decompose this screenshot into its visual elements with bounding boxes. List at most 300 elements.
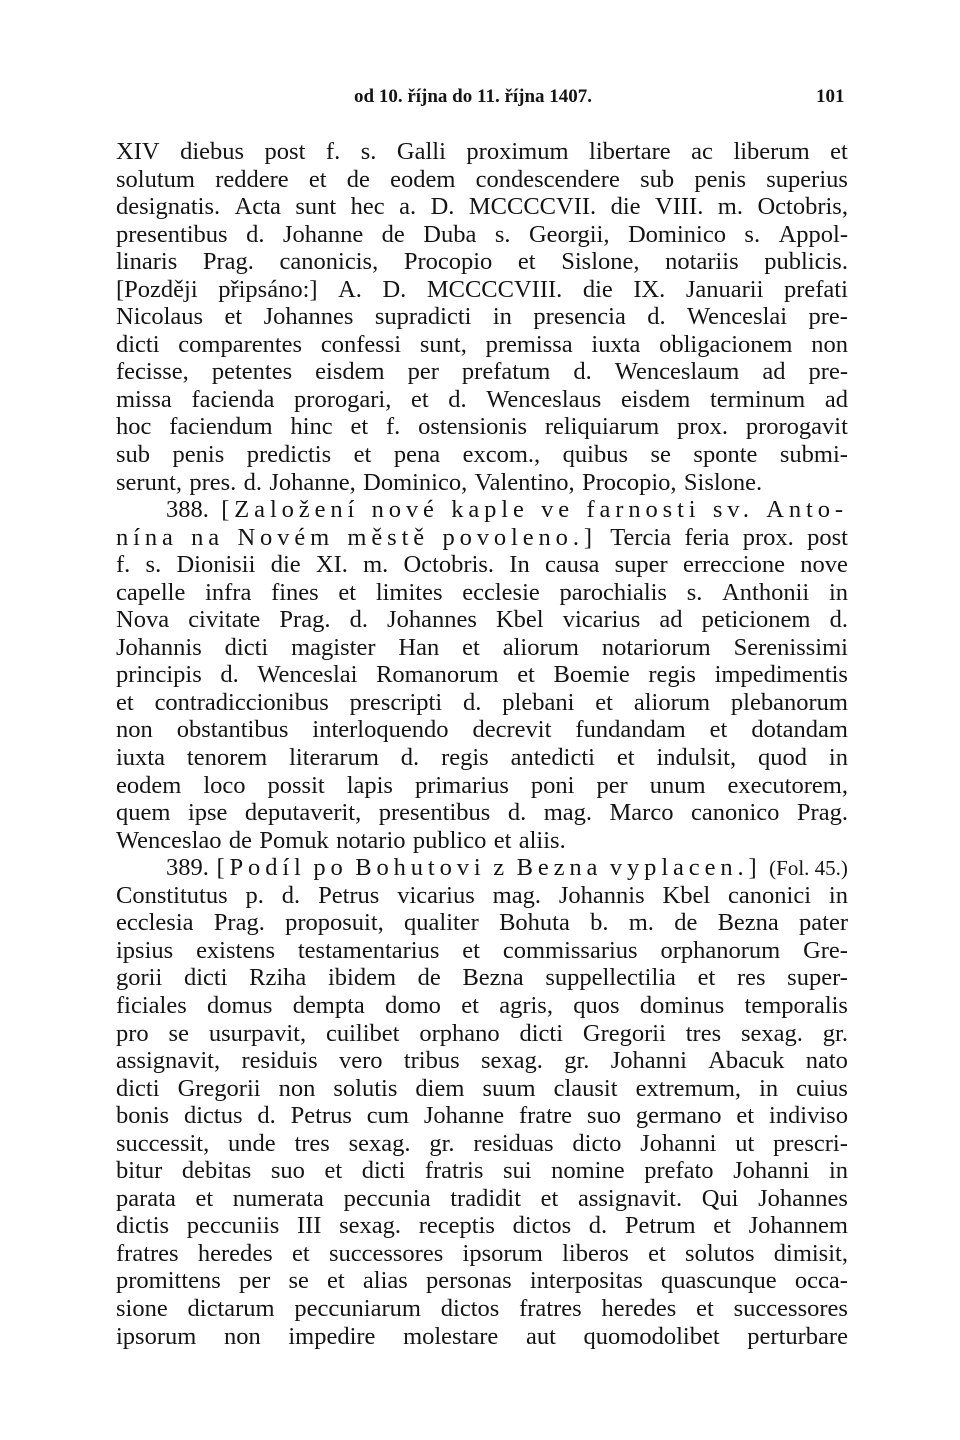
word: XI. <box>315 551 348 579</box>
word: Bohutovi <box>355 854 486 882</box>
word: nové <box>371 496 439 524</box>
word: f. <box>116 551 131 579</box>
word: et <box>595 688 613 716</box>
word: peccuniis <box>186 1212 280 1240</box>
word: lapis <box>346 771 393 799</box>
word: eisdem <box>315 358 385 386</box>
word: Valentino, <box>474 468 575 496</box>
word: superius <box>766 165 848 193</box>
word: prefati <box>783 275 848 303</box>
word: obstantibus <box>176 716 289 744</box>
word: super- <box>787 964 848 992</box>
word: interpositas <box>529 1267 643 1295</box>
text-line <box>116 1295 848 1323</box>
word: deputaverit, <box>244 799 362 827</box>
word: Wenceslaum <box>614 358 740 386</box>
word: Novém <box>237 523 335 551</box>
word: et <box>540 1184 559 1212</box>
word: Constitutus <box>116 881 228 909</box>
word: Qui <box>701 1184 739 1212</box>
word: assignavit. <box>577 1184 683 1212</box>
word: [Založení <box>221 496 360 524</box>
word: in <box>828 1157 848 1185</box>
word: indiviso <box>768 1102 848 1130</box>
text-line <box>116 1075 848 1103</box>
word: Petrus <box>290 1102 352 1130</box>
word: gr. <box>429 1129 455 1157</box>
word: non <box>278 1074 316 1102</box>
word: Dionisii <box>176 551 256 579</box>
word: d. <box>829 606 848 634</box>
word: die <box>582 275 613 303</box>
word: sv. <box>712 496 754 524</box>
word: D. <box>382 275 407 303</box>
word: submi- <box>779 441 848 469</box>
text-line <box>116 689 848 717</box>
word: et <box>116 688 134 716</box>
word: sui <box>502 1157 532 1185</box>
word: Johannes <box>263 303 354 331</box>
text-line <box>116 1240 848 1268</box>
word: in <box>492 303 512 331</box>
word: in <box>828 881 848 909</box>
word: fecisse, <box>116 358 189 386</box>
word: D. <box>430 193 455 221</box>
word: et <box>616 744 635 772</box>
text-line <box>116 303 848 331</box>
word: presentibus <box>116 220 228 248</box>
word: die <box>270 551 301 579</box>
word: d. <box>257 1102 276 1130</box>
word: Prag. <box>213 909 265 937</box>
word: notariis <box>665 248 739 276</box>
text-line <box>116 579 848 607</box>
word: Johannis <box>558 881 645 909</box>
word: A. <box>338 275 362 303</box>
word: dominus <box>639 991 725 1019</box>
word: Wenceslao <box>116 826 222 854</box>
word: sub <box>640 165 675 193</box>
word: dicti <box>519 1019 564 1047</box>
word: 389. <box>166 854 209 882</box>
word: Prag. <box>279 606 331 634</box>
word: et <box>338 578 357 606</box>
word: principis <box>116 661 202 689</box>
word: et <box>291 1239 310 1267</box>
word: tribus <box>403 1047 460 1075</box>
word: germano <box>635 1102 722 1130</box>
word: s. <box>686 578 703 606</box>
word: ipsius <box>116 936 174 964</box>
word: executorem, <box>727 771 848 799</box>
word: penis <box>172 441 225 469</box>
text-line <box>116 331 848 359</box>
word: gr. <box>564 1047 590 1075</box>
word: limites <box>375 578 443 606</box>
word: et <box>462 633 480 661</box>
word: dicto <box>572 1129 622 1157</box>
word: nomine <box>551 1157 625 1185</box>
word: suum <box>482 1074 536 1102</box>
word: bitur <box>116 1157 163 1185</box>
word: non <box>223 1322 261 1350</box>
word: premissa <box>485 330 573 358</box>
word: kaple <box>451 496 529 524</box>
word: f. <box>385 413 401 441</box>
word: sione <box>116 1294 168 1322</box>
word: Abacuk <box>708 1047 785 1075</box>
word: se <box>288 1267 309 1295</box>
word: Petrus <box>318 881 380 909</box>
word: existens <box>196 936 275 964</box>
word: gorii <box>116 964 163 992</box>
word: sunt, <box>419 330 467 358</box>
word: IX. <box>633 275 666 303</box>
word: suo <box>586 1102 621 1130</box>
word: sub <box>116 441 151 469</box>
word: Dominico <box>627 220 726 248</box>
word: de <box>346 165 370 193</box>
word: et <box>410 385 429 413</box>
word: povoleno.] <box>442 523 597 551</box>
word: Dominico, <box>363 468 468 496</box>
word: aut <box>525 1322 556 1350</box>
word: de <box>228 826 252 854</box>
word: quibus <box>562 441 628 469</box>
word: Duba <box>423 220 477 248</box>
text-line <box>116 441 848 469</box>
word: condescendere <box>475 165 620 193</box>
page-header-title: od 10. října do 11. října 1407. <box>354 86 593 107</box>
word: et <box>308 165 327 193</box>
word: poni <box>530 771 575 799</box>
text-line <box>116 937 848 965</box>
text-line <box>116 744 848 772</box>
word: feria <box>684 523 730 551</box>
word: liberos <box>562 1239 629 1267</box>
word: se <box>650 441 671 469</box>
word: Octobris, <box>757 193 848 221</box>
word: 388. <box>166 496 209 524</box>
word: sexag. <box>348 1129 411 1157</box>
page-number: 101 <box>816 86 845 107</box>
word: erreccione <box>682 551 785 579</box>
word: Acta <box>234 193 281 221</box>
word: ecclesia <box>116 909 194 937</box>
text-line <box>116 799 848 827</box>
word: et <box>713 1212 731 1240</box>
word: f. <box>325 138 341 165</box>
word: pater <box>799 909 848 937</box>
word: tenorem <box>186 744 268 772</box>
word: proximum <box>466 138 569 165</box>
word: predictis <box>246 441 332 469</box>
word: ac <box>691 138 713 165</box>
word: orphano <box>419 1019 500 1047</box>
text-line <box>116 1047 848 1075</box>
word: ad <box>762 358 786 386</box>
word: capelle <box>116 578 186 606</box>
word: Gregorii <box>582 1019 666 1047</box>
word: civitate <box>188 606 261 634</box>
word: et <box>517 248 536 276</box>
word: impedire <box>288 1322 376 1350</box>
word: In <box>509 551 530 579</box>
word: Wenceslai <box>257 661 358 689</box>
word: solutum <box>116 165 195 193</box>
word: numerata <box>232 1184 324 1212</box>
word: eodem <box>390 165 456 193</box>
text-line <box>116 413 848 441</box>
word: Johanne <box>423 1102 505 1130</box>
word: dempta <box>292 991 365 1019</box>
word: de <box>674 909 698 937</box>
word: m. <box>363 551 389 579</box>
word: Anto- <box>766 496 848 524</box>
word: et <box>195 1184 214 1212</box>
text-line <box>116 358 848 386</box>
word: d. <box>246 220 265 248</box>
word: cuilibet <box>325 1019 400 1047</box>
word: prefato <box>644 1157 714 1185</box>
word: et <box>462 936 480 964</box>
word: po <box>313 854 348 882</box>
word: perturbare <box>747 1322 848 1350</box>
word: et <box>224 303 243 331</box>
word: designatis. <box>116 193 221 221</box>
word: pres. <box>189 468 237 496</box>
word: d. <box>349 606 368 634</box>
word: Anthonii <box>722 578 810 606</box>
word: et <box>696 1294 714 1322</box>
word: obligacionem <box>659 330 793 358</box>
word: s. <box>744 220 761 248</box>
word: de <box>381 220 405 248</box>
text-line <box>116 1020 848 1048</box>
word: successores <box>733 1294 848 1322</box>
word: presencia <box>533 303 626 331</box>
word: sexag. <box>740 1019 803 1047</box>
word: d. <box>588 1212 608 1240</box>
word: quos <box>573 991 620 1019</box>
word: Kbel <box>662 881 711 909</box>
text-line <box>116 661 848 689</box>
word: [Později <box>116 275 198 303</box>
word: iuxta <box>116 744 165 772</box>
word: m. <box>628 909 654 937</box>
word: decrevit <box>472 716 552 744</box>
word: in <box>828 578 848 606</box>
word: reliquiarum <box>544 413 660 441</box>
word: solutis <box>333 1074 398 1102</box>
word: suo <box>270 1157 305 1185</box>
word: diem <box>415 1074 465 1102</box>
text-line <box>116 716 848 744</box>
word: sexag. <box>339 1212 402 1240</box>
word: ipsorum <box>462 1239 543 1267</box>
word: prox. <box>742 523 794 551</box>
word: a. <box>399 193 417 221</box>
word: eodem <box>116 771 182 799</box>
word: fratre <box>518 1102 573 1130</box>
word: dictus <box>183 1102 243 1130</box>
word: publicis. <box>764 248 848 276</box>
word: Han <box>398 633 440 661</box>
word: faciendum <box>169 413 273 441</box>
text-line <box>116 882 848 910</box>
word: Nicolaus <box>116 303 204 331</box>
word: farnosti <box>586 496 701 524</box>
word: quod <box>758 744 808 772</box>
text-line <box>116 1157 848 1185</box>
word: dictarum <box>187 1294 275 1322</box>
word: assignavit, <box>116 1047 221 1075</box>
word: hinc <box>290 413 333 441</box>
word: ve <box>541 496 575 524</box>
word: vyplacen.] <box>609 854 762 882</box>
word: d. <box>573 358 592 386</box>
word: d. <box>220 661 239 689</box>
word: et <box>736 1102 755 1130</box>
word: parata <box>116 1184 176 1212</box>
word: Boemie <box>553 661 630 689</box>
word: et <box>327 1267 345 1295</box>
word: de <box>417 964 441 992</box>
word: die <box>610 193 641 221</box>
text-line <box>116 1102 848 1130</box>
word: quascunque <box>661 1267 777 1295</box>
text-line <box>116 276 848 304</box>
running-head <box>0 86 960 116</box>
word: d. <box>448 385 467 413</box>
word: quomodolibet <box>583 1322 720 1350</box>
word: s. <box>360 138 377 165</box>
word: prorogari, <box>294 385 392 413</box>
word: occa- <box>794 1267 848 1295</box>
word: non <box>811 330 848 358</box>
word: Wenceslaus <box>486 385 602 413</box>
word: interloquendo <box>312 716 449 744</box>
word: dicti <box>116 330 160 358</box>
word: et <box>350 413 369 441</box>
word: ad <box>824 385 848 413</box>
word: Johanni <box>733 1157 810 1185</box>
word: et <box>353 441 372 469</box>
word: post <box>807 523 848 551</box>
word: et <box>517 661 535 689</box>
word: et <box>324 1157 343 1185</box>
word: Gre- <box>803 936 848 964</box>
word: linaris <box>116 248 178 276</box>
word: orphanorum <box>660 936 781 964</box>
word: Johanni <box>640 1129 717 1157</box>
text-line <box>116 1212 848 1240</box>
word: primarius <box>414 771 509 799</box>
word: prefatum <box>461 358 551 386</box>
word: hec <box>350 193 385 221</box>
word: mag. <box>543 799 593 827</box>
word: unde <box>228 1129 276 1157</box>
word: presentibus <box>378 799 491 827</box>
text-line <box>116 1130 848 1158</box>
text-line <box>116 827 848 855</box>
word: comparentes <box>178 330 303 358</box>
text-line <box>116 386 848 414</box>
word: ibidem <box>327 964 396 992</box>
text-line <box>116 606 848 634</box>
word: regis <box>441 744 489 772</box>
word: d. <box>400 744 420 772</box>
word: d. <box>281 881 301 909</box>
word: notariorum <box>601 633 711 661</box>
word: pro <box>116 1019 149 1047</box>
word: libertare <box>589 138 671 165</box>
word: VIII. <box>655 193 704 221</box>
word: facienda <box>191 385 275 413</box>
word: sunt <box>295 193 337 221</box>
word: receptis <box>418 1212 495 1240</box>
word: contradiccionibus <box>154 688 329 716</box>
word: Gregorii <box>177 1074 261 1102</box>
word: residuas <box>473 1129 554 1157</box>
word: cum <box>366 1102 409 1130</box>
word: tradidit <box>450 1184 522 1212</box>
word: pena <box>393 441 441 469</box>
word: serunt, <box>116 468 182 496</box>
word: liberum <box>733 138 810 165</box>
word: supradicti <box>374 303 472 331</box>
text-line <box>116 524 848 552</box>
word: Petrum <box>624 1212 696 1240</box>
word: super <box>614 551 668 579</box>
word: Prag. <box>202 248 254 276</box>
word: III <box>296 1212 322 1240</box>
word: Sislone. <box>683 468 763 496</box>
word: quem <box>116 799 171 827</box>
word: et <box>461 991 479 1019</box>
text-line <box>116 909 848 937</box>
word: infra <box>205 578 252 606</box>
word: causa <box>544 551 600 579</box>
word: Johannem <box>748 1212 848 1240</box>
word: gr. <box>822 1019 848 1047</box>
word: dimisit, <box>773 1239 848 1267</box>
word: pre- <box>808 358 848 386</box>
word: in <box>828 744 848 772</box>
word: plebanorum <box>730 688 848 716</box>
text-line <box>116 854 848 882</box>
word: dicti <box>183 964 228 992</box>
word: Januarii <box>685 275 764 303</box>
word: XIV <box>116 138 160 165</box>
word: ostensionis <box>418 413 527 441</box>
word: heredes <box>601 1294 677 1322</box>
word: sexag. <box>480 1047 543 1075</box>
word: domus <box>207 991 273 1019</box>
word: diebus <box>180 138 245 165</box>
text-line <box>116 166 848 194</box>
word: personas <box>425 1267 512 1295</box>
word: et <box>709 716 728 744</box>
word: ficiales <box>116 991 187 1019</box>
text-line <box>116 772 848 800</box>
word: Bohuta <box>499 909 570 937</box>
word: molestare <box>403 1322 499 1350</box>
word: et <box>697 964 716 992</box>
word: loco <box>203 771 246 799</box>
word: aliis. <box>518 826 566 854</box>
word: temporalis <box>744 991 848 1019</box>
